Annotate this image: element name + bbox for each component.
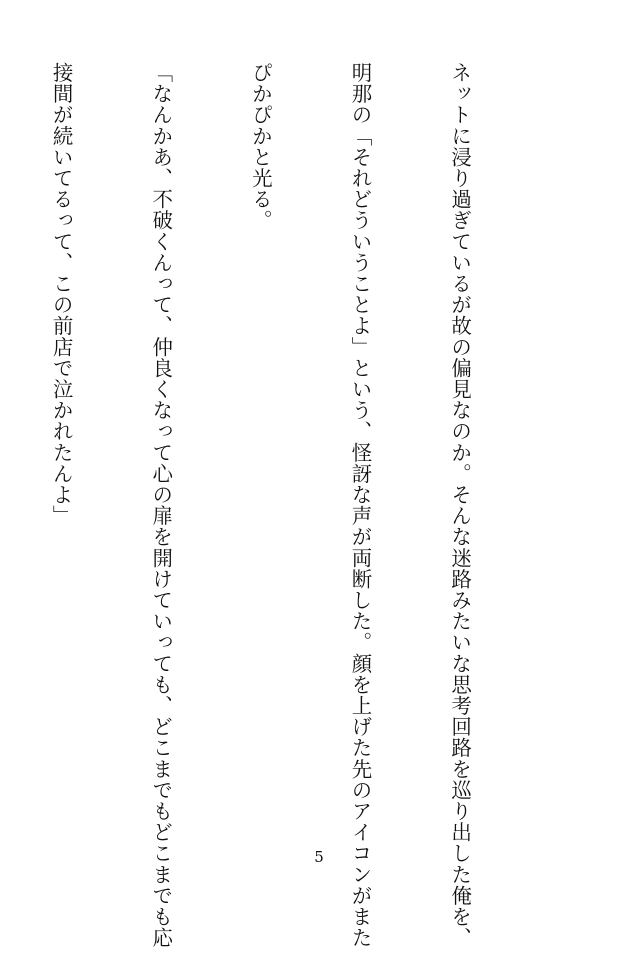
page-number: 5 xyxy=(314,848,324,866)
text-line-3: ぴかぴかと光る。 xyxy=(248,62,273,231)
vertical-text-block xyxy=(0,62,542,949)
text-line-1: ネットに浸り過ぎているが故の偏見なのか。そんな迷路みたいな思考回路を巡り出した俺を、 xyxy=(447,62,472,949)
text-line-4: 「なんかあ、不破くんって、仲良くなって心の扉を開けていっても、どこまでもどこまでも応 xyxy=(148,62,173,949)
text-line-2: 明那の「それどういうことよ」という、怪訝な声が両断した。顔を上げた先のアイコンがまた xyxy=(347,62,372,949)
text-line-5: 接間が続いてるって、この前店で泣かれたんよ」 xyxy=(49,62,74,527)
